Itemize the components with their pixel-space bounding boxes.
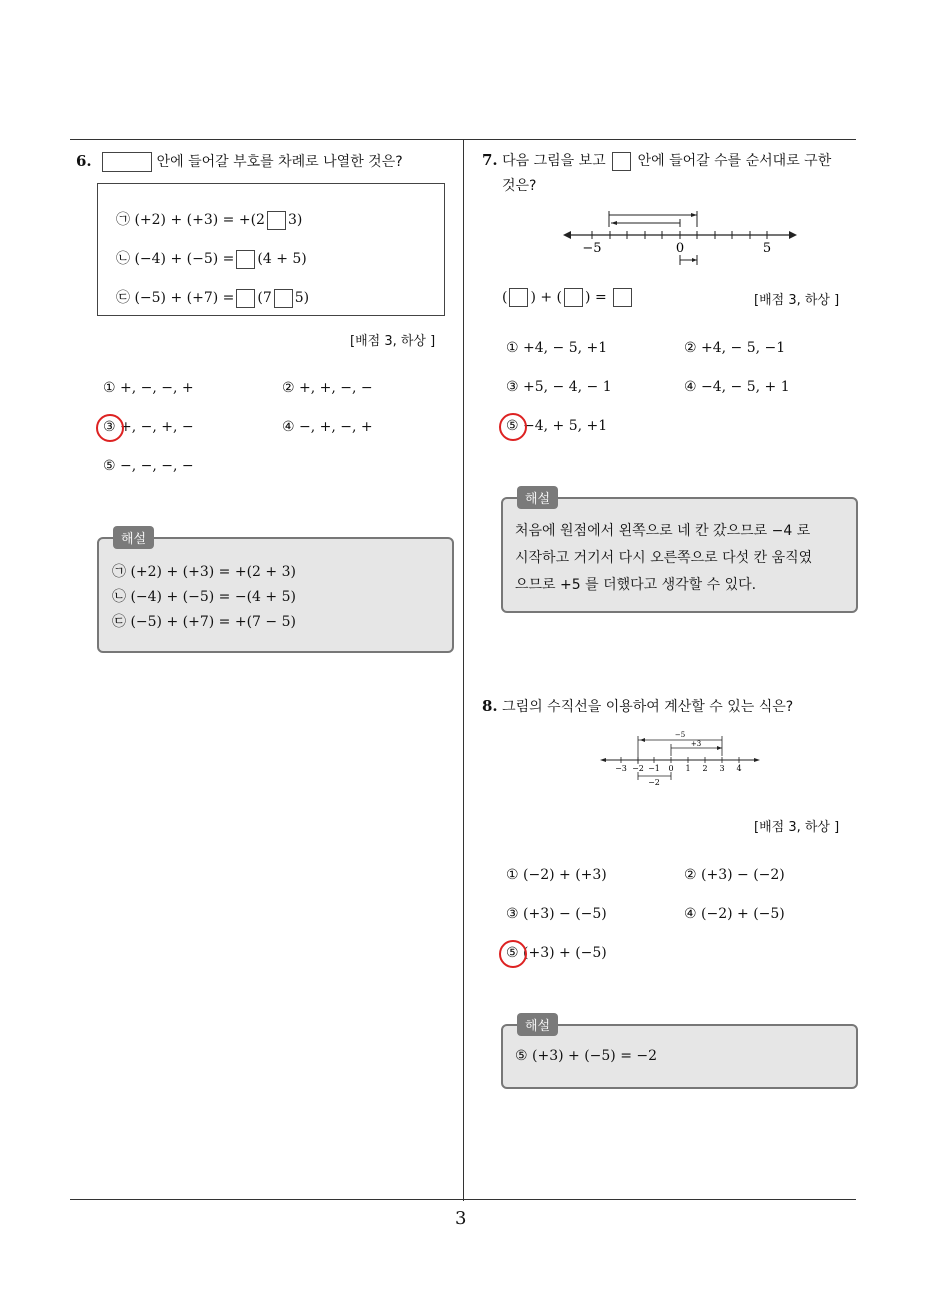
q7-prompt-c: 것은? — [502, 178, 537, 194]
q6-answer-box — [102, 152, 152, 172]
q6-choice-2[interactable]: ② +, +, −, − — [282, 380, 373, 396]
page-number: 3 — [455, 1208, 467, 1229]
q7-prompt-a: 다음 그림을 보고 — [502, 153, 606, 169]
q7-prompt-b: 안에 들어갈 수를 순서대로 구한 — [637, 153, 832, 169]
q7-choice-1[interactable]: ① +4, − 5, +1 — [506, 340, 608, 356]
q6-prompt: 안에 들어갈 부호를 차례로 나열한 것은? — [156, 154, 403, 170]
q8-explanation-line-1: ⑤ (+3) + (−5) = −2 — [515, 1048, 658, 1064]
q7-choice-5[interactable]: ⑤ −4, + 5, +1 — [506, 418, 608, 434]
q6-explanation-line-2: ㉡ (−4) + (−5) = −(4 + 5) — [112, 589, 296, 605]
q7-nl-label: 5 — [762, 241, 772, 256]
q7-explanation-tag: 해설 — [517, 486, 558, 509]
q8-nl-label: −3 — [615, 764, 627, 773]
q7-number: 7. — [482, 151, 498, 169]
q8-header — [482, 696, 793, 716]
q7-blank-box — [613, 288, 632, 307]
q7-choice-2[interactable]: ② +4, − 5, −1 — [684, 340, 786, 356]
q8-arrow-label: −5 — [674, 731, 686, 739]
q6-header — [76, 151, 403, 172]
q6-choice-4[interactable]: ④ −, +, −, + — [282, 419, 373, 435]
q6-blank-box — [267, 211, 286, 230]
q8-explanation-tag: 해설 — [517, 1013, 558, 1036]
q6-explanation-line-1: ㉠ (+2) + (+3) = +(2 + 3) — [112, 564, 296, 580]
q7-answer-mark — [499, 413, 527, 441]
q8-arrow-label: −2 — [648, 778, 660, 787]
q6-number: 6. — [76, 152, 92, 170]
q8-choice-1[interactable]: ① (−2) + (+3) — [506, 867, 607, 883]
q6-choice-5[interactable]: ⑤ −, −, −, − — [103, 458, 194, 474]
q6-explanation-tag: 해설 — [113, 526, 154, 549]
q7-explanation-line-1: 처음에 원점에서 왼쪽으로 네 칸 갔으므로 −4 로 — [515, 523, 811, 539]
q8-nl-label: −1 — [648, 764, 660, 773]
q8-choice-3[interactable]: ③ (+3) − (−5) — [506, 906, 607, 922]
q6-item-1: ㉠ (+2) + (+3) = +(2 3) — [116, 212, 303, 228]
q7-nl-label: 0 — [675, 241, 685, 256]
q7-equation: ( ) + ( ) = — [502, 288, 634, 307]
q6-explanation-line-3: ㉢ (−5) + (+7) = +(7 − 5) — [112, 614, 296, 630]
q7-nl-label: −5 — [582, 241, 602, 256]
q6-item-3: ㉢ (−5) + (+7) = (7 5) — [116, 290, 310, 306]
q8-choice-4[interactable]: ④ (−2) + (−5) — [684, 906, 785, 922]
q8-choice-5[interactable]: ⑤ (+3) + (−5) — [506, 945, 607, 961]
q6-answer-mark — [96, 414, 124, 442]
q7-blank-box — [509, 288, 528, 307]
q6-item-2: ㉡ (−4) + (−5) = (4 + 5) — [116, 251, 307, 267]
q7-blank-box — [612, 152, 631, 171]
q8-score: [배점 3, 하상 ] — [754, 820, 840, 835]
q6-blank-box — [236, 289, 255, 308]
q8-arrow-label: +3 — [690, 740, 702, 748]
q8-nl-label: 1 — [685, 764, 691, 773]
q7-choice-3[interactable]: ③ +5, − 4, − 1 — [506, 379, 612, 395]
q7-blank-box — [564, 288, 583, 307]
q8-nl-label: 0 — [668, 764, 674, 773]
q7-number-line — [555, 205, 805, 270]
q8-number-line — [598, 728, 763, 788]
q7-score: [배점 3, 하상 ] — [754, 293, 840, 308]
q8-nl-label: −2 — [632, 764, 644, 773]
q6-score: [배점 3, 하상 ] — [350, 334, 436, 349]
q7-choice-4[interactable]: ④ −4, − 5, + 1 — [684, 379, 790, 395]
q7-header — [482, 150, 831, 171]
bottom-rule — [70, 1199, 856, 1200]
q8-nl-label: 4 — [736, 764, 742, 773]
q6-blank-box — [236, 250, 255, 269]
q7-explanation-line-2: 시작하고 거기서 다시 오른쪽으로 다섯 칸 움직였 — [515, 550, 813, 566]
q8-nl-label: 3 — [719, 764, 725, 773]
q7-explanation-line-3: 으므로 +5 를 더했다고 생각할 수 있다. — [515, 577, 757, 593]
q8-choice-2[interactable]: ② (+3) − (−2) — [684, 867, 785, 883]
column-divider — [463, 139, 464, 1201]
q6-choice-1[interactable]: ① +, −, −, + — [103, 380, 194, 396]
q8-prompt: 그림의 수직선을 이용하여 계산할 수 있는 식은? — [502, 699, 794, 715]
q8-answer-mark — [499, 940, 527, 968]
q6-blank-box — [274, 289, 293, 308]
q8-nl-label: 2 — [702, 764, 708, 773]
q6-choice-3[interactable]: ③ +, −, +, − — [103, 419, 194, 435]
q8-number: 8. — [482, 697, 498, 715]
